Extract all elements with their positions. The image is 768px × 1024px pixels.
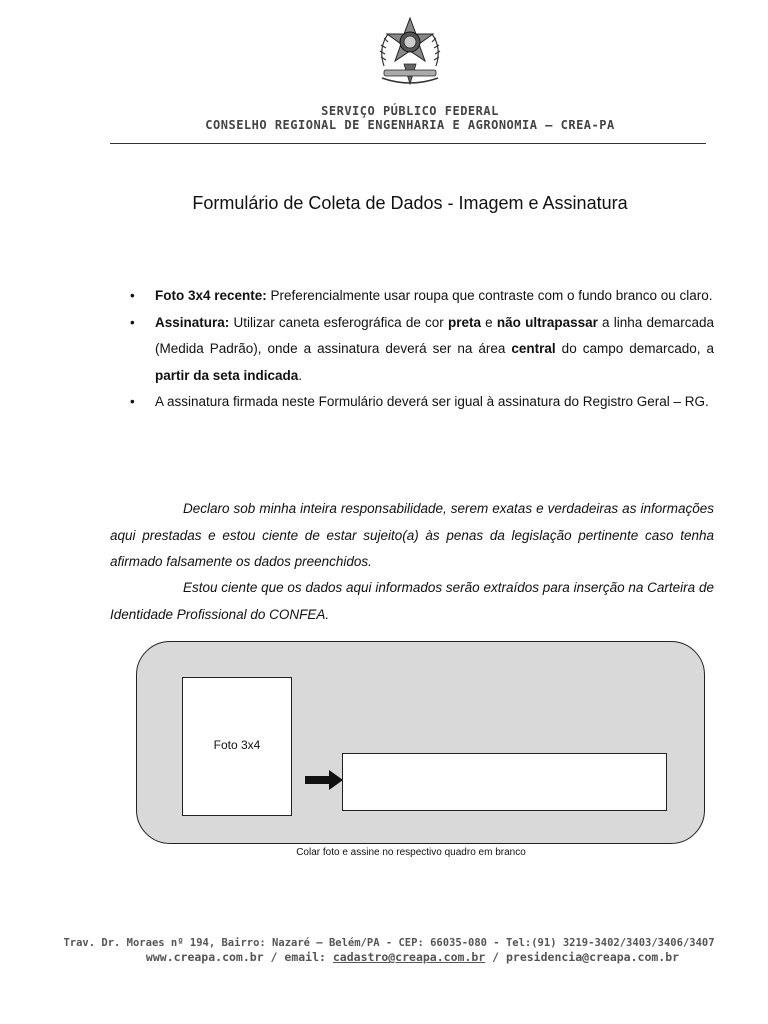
bullet-bold: preta xyxy=(447,314,481,330)
footer-site-link[interactable]: www.creapa.com.br xyxy=(145,950,264,964)
right-arrow-icon xyxy=(305,770,343,790)
header-line-1: SERVIÇO PÚBLICO FEDERAL xyxy=(321,104,499,118)
photo-label: Foto 3x4 xyxy=(213,738,261,752)
bullet-text: Preferencialmente usar roupa que contraste com o fundo branco ou claro. xyxy=(266,288,713,303)
list-item: • Assinatura: Utilizar caneta esferográfica de cor preta e não ultrapassar a linha demarcada (Medida Padrão), onde a assinatura deverá ser na área central do campo demarcado, a partir da seta indicada. xyxy=(130,314,715,383)
declaration-paragraph-1: Declaro sob minha inteira responsabilidade, serem exatas e verdadeiras as informações aqui prestadas e estou ciente de estar sujeito(a) às penas da legislação pertinente caso tenha afirmado falsamente os dados preenchidos. xyxy=(110,501,714,569)
declaration-paragraph-2: Estou ciente que os dados aqui informados serão extraídos para inserção na Carteira de Identidade Profissional do CONFEA. xyxy=(110,580,714,622)
instructions-list xyxy=(110,283,714,416)
bullet-bold: Assinatura: xyxy=(155,314,230,330)
bullet-bold: Foto 3x4 recente: xyxy=(155,288,267,303)
list-item: • Foto 3x4 recente: Preferencialmente usar roupa que contraste com o fundo branco ou claro. xyxy=(130,288,713,303)
bullet-bold: partir da seta indicada xyxy=(155,367,299,383)
header-line-2: CONSELHO REGIONAL DE ENGENHARIA E AGRONOMIA – CREA-PA xyxy=(205,118,615,132)
bullet-text: a linha demarcada (Medida Padrão), onde a assinatura deverá ser na área xyxy=(155,314,714,356)
bullet-text: e xyxy=(481,314,497,330)
footer-address: Trav. Dr. Moraes nº 194, Bairro: Nazaré – Belém/PA - CEP: 66035-080 - Tel:(91) 3219-3402/3403/3406/3407 xyxy=(63,937,715,949)
coat-of-arms-icon xyxy=(374,14,446,92)
page-title: Formulário de Coleta de Dados - Imagem e Assinatura xyxy=(192,193,628,213)
signature-box[interactable] xyxy=(342,753,667,811)
footer-separator: / xyxy=(485,950,506,964)
bullet-text: . xyxy=(298,367,303,383)
bullet-text: Utilizar caneta esferográfica de cor xyxy=(229,314,448,330)
footer-email-cadastro-link[interactable]: cadastro@creapa.com.br xyxy=(332,950,486,964)
bullet-bold: central xyxy=(511,341,556,356)
footer-contacts xyxy=(0,950,768,964)
form-caption: Colar foto e assine no respectivo quadro em branco xyxy=(296,847,526,858)
bullet-bold: não ultrapassar xyxy=(496,314,598,330)
footer-email-presidencia-link[interactable]: presidencia@creapa.com.br xyxy=(505,950,680,964)
header-divider xyxy=(110,143,706,144)
footer-email-label: / email: xyxy=(263,950,333,964)
bullet-text: do campo demarcado, a xyxy=(555,341,715,356)
bullet-text: A assinatura firmada neste Formulário deverá ser igual à assinatura do Registro Geral – RG. xyxy=(155,394,709,409)
list-item: • A assinatura firmada neste Formulário deverá ser igual à assinatura do Registro Geral – RG. xyxy=(130,394,709,409)
